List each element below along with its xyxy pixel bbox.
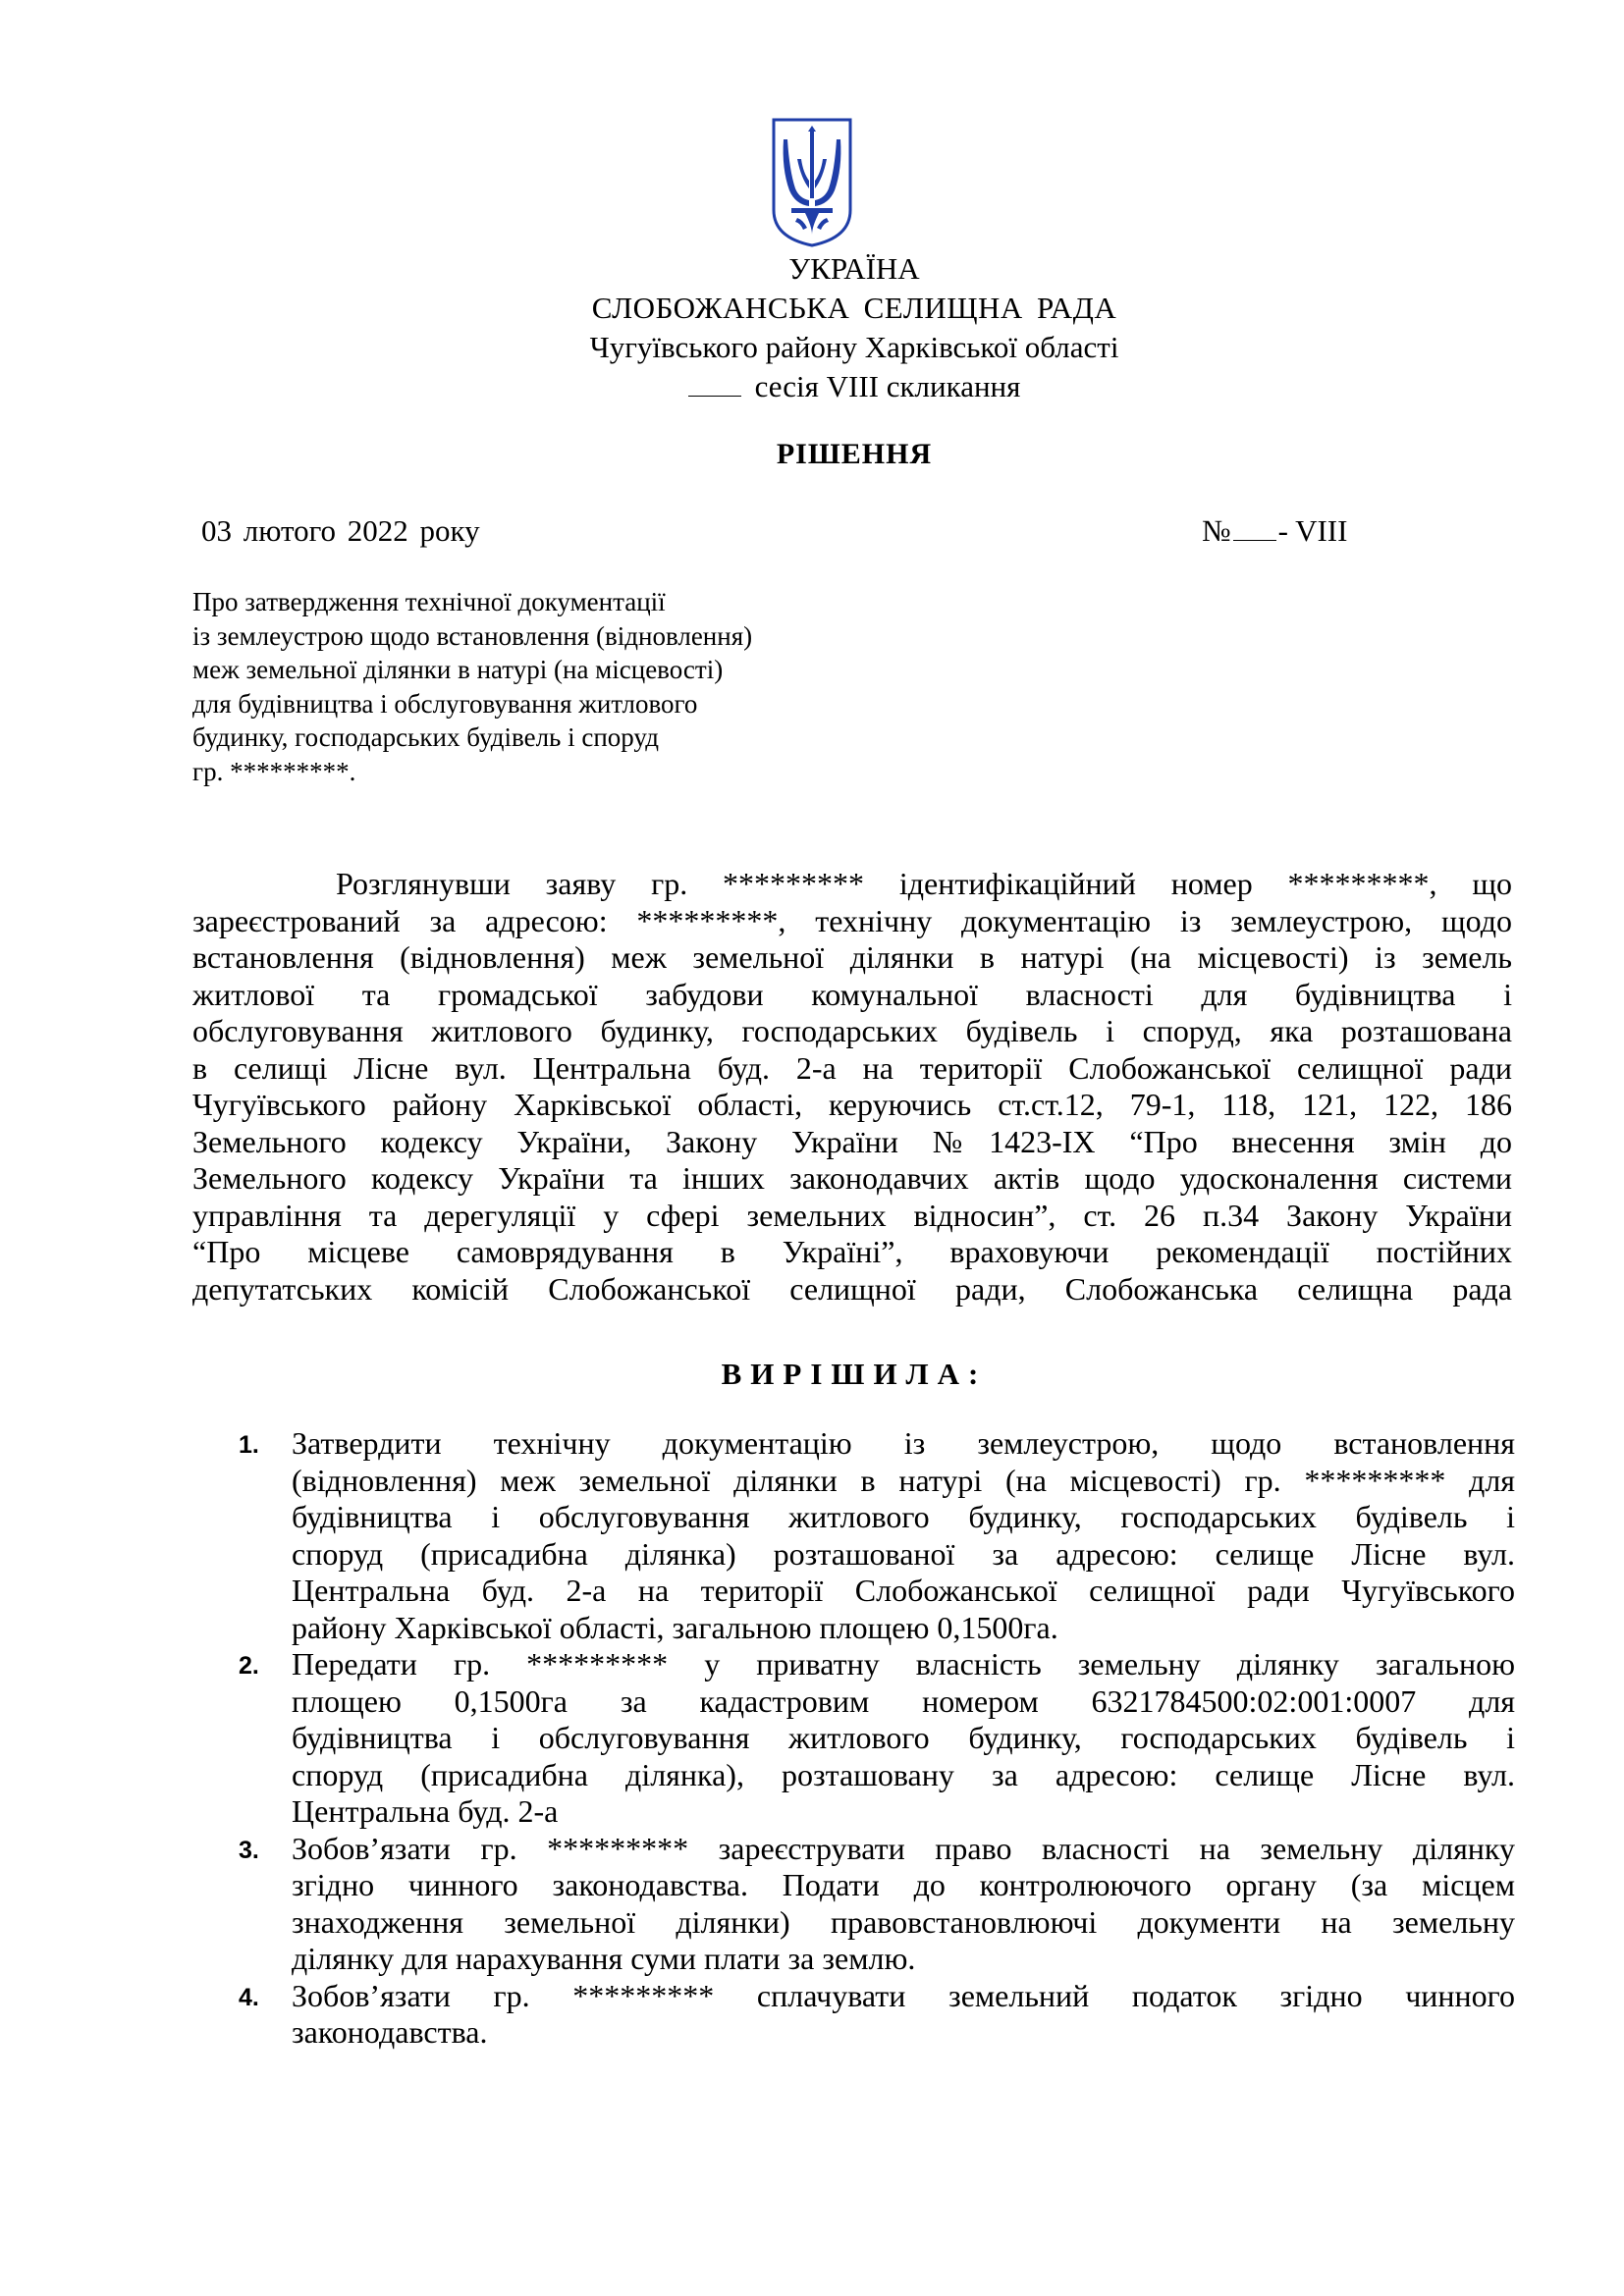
- item-number: 2.: [239, 1652, 259, 1680]
- preamble-line: Земельного кодексу України та інших законодавчих актів щодо удосконалення системи: [192, 1160, 1512, 1196]
- preamble-line: Земельного кодексу України, Закону України №1423-IX “Про внесення змін до: [192, 1123, 1512, 1159]
- resolution-items: [239, 1425, 1515, 2052]
- preamble-line: “Про місцеве самоврядування в Україні”, враховуючи рекомендації постійних: [192, 1234, 1512, 1269]
- country-heading: УКРАЇНА: [788, 251, 920, 286]
- item-line: (відновлення) меж земельної ділянки в натурі (на місцевості) гр. ********* для: [292, 1462, 1515, 1498]
- item-number: 3.: [239, 1836, 259, 1864]
- preamble-line: управління та дерегуляції у сфері земельних відносин”, ст. 26 п.34 Закону України: [192, 1197, 1512, 1233]
- item-line: будівництва і обслуговування житлового будинку, господарських будівель і: [292, 1720, 1515, 1755]
- preamble-line: в селищі Лісне вул. Центральна буд. 2-а на території Слобожанської селищної ради: [192, 1049, 1512, 1086]
- preamble-line: обслуговування житлового будинку, господарських будівель і споруд, яка розташована: [192, 1013, 1512, 1048]
- item-line: Зобов’язати гр. ********* зареєструвати право власності на земельну ділянку: [292, 1830, 1515, 1866]
- item-number: 4.: [239, 1983, 259, 2011]
- subject-line: Про затвердження технічної документації: [192, 587, 666, 616]
- session-heading: [0, 367, 1624, 406]
- district-heading: Чугуївського району Харківської області: [589, 330, 1119, 364]
- subject-line: гр. *********.: [192, 756, 356, 786]
- number-prefix: №: [1202, 513, 1231, 548]
- item-line: згідно чинного законодавства. Подати до контролюючого органу (за місцем: [292, 1867, 1515, 1902]
- session-text: сесія VIII скликання: [754, 369, 1021, 403]
- preamble-line: зареєстрований за адресою: *********, технічну документацію із землеустрою, щодо: [192, 902, 1512, 938]
- subject-line: меж земельної ділянки в натурі (на місцевості): [192, 655, 724, 684]
- preamble-line: встановлення (відновлення) меж земельної ділянки в натурі (на місцевості) із земель: [192, 939, 1512, 975]
- document-title: РІШЕННЯ: [776, 438, 933, 470]
- item-line: Центральна буд. 2-а на території Слобожанської селищної ради Чугуївського: [292, 1573, 1515, 1608]
- item-number: 1.: [239, 1431, 259, 1459]
- preamble-line: Чугуївського району Харківської області, керуючись ст.ст.12, 79-1, 118, 121, 122, 186: [192, 1087, 1512, 1122]
- item-line: споруд (присадибна ділянка), розташовану за адресою: селище Лісне вул.: [292, 1756, 1515, 1792]
- item-line: будівництва і обслуговування житлового будинку, господарських будівель і: [292, 1499, 1515, 1534]
- item-line: Центральна буд. 2-а: [292, 1793, 559, 1829]
- preamble-line: Розглянувши заяву гр. ********* ідентифікаційний номер *********, що: [336, 866, 1512, 901]
- item-line: ділянку для нарахування суми плати за землю.: [292, 1941, 916, 1976]
- session-number-blank: [688, 370, 741, 397]
- item-line: знаходження земельної ділянки) правовстановлюючі документи на земельну: [292, 1903, 1515, 1940]
- list-item: [239, 1646, 1515, 1831]
- decision-subject: [192, 585, 939, 788]
- number-blank: [1233, 516, 1276, 541]
- decision-number: [1202, 513, 1347, 549]
- item-line: Передати гр. ********* у приватну власність земельну ділянку загальною: [292, 1646, 1515, 1682]
- subject-line: будинку, господарських будівель і споруд: [192, 722, 659, 752]
- preamble-line: депутатських комісій Слобожанської селищної ради, Слобожанська селищна рада: [192, 1270, 1512, 1307]
- item-line: Затвердити технічну документацію із землеустрою, щодо встановлення: [292, 1425, 1515, 1461]
- item-line: Зобов’язати гр. ********* сплачувати земельний податок згідно чинного: [292, 1977, 1515, 2013]
- subject-line: із землеустрою щодо встановлення (відновлення): [192, 620, 753, 651]
- council-heading: СЛОБОЖАНСЬКА СЕЛИЩНА РАДА: [591, 291, 1117, 325]
- item-line: площею 0,1500га за кадастровим номером 6321784500:02:001:0007 для: [292, 1682, 1515, 1719]
- list-item: [239, 1831, 1515, 1978]
- preamble-paragraph: [192, 866, 1512, 1308]
- item-line: району Харківської області, загальною площею 0,1500га.: [292, 1609, 1058, 1645]
- subject-line: для будівництва і обслуговування житлового: [192, 688, 698, 719]
- decision-date: 03 лютого 2022 року: [201, 513, 480, 548]
- list-item: [239, 1978, 1515, 2052]
- item-line: споруд (присадибна ділянка) розташованої за адресою: селище Лісне вул.: [292, 1535, 1515, 1572]
- coat-of-arms-icon: [770, 116, 854, 249]
- list-item: [239, 1425, 1515, 1646]
- resolution-heading: ВИРІШИЛА:: [721, 1357, 988, 1391]
- item-line: законодавства.: [292, 2014, 488, 2050]
- number-suffix: - VIII: [1277, 513, 1348, 548]
- preamble-line: житлової та громадської забудови комунальної власності для будівництва і: [192, 976, 1512, 1012]
